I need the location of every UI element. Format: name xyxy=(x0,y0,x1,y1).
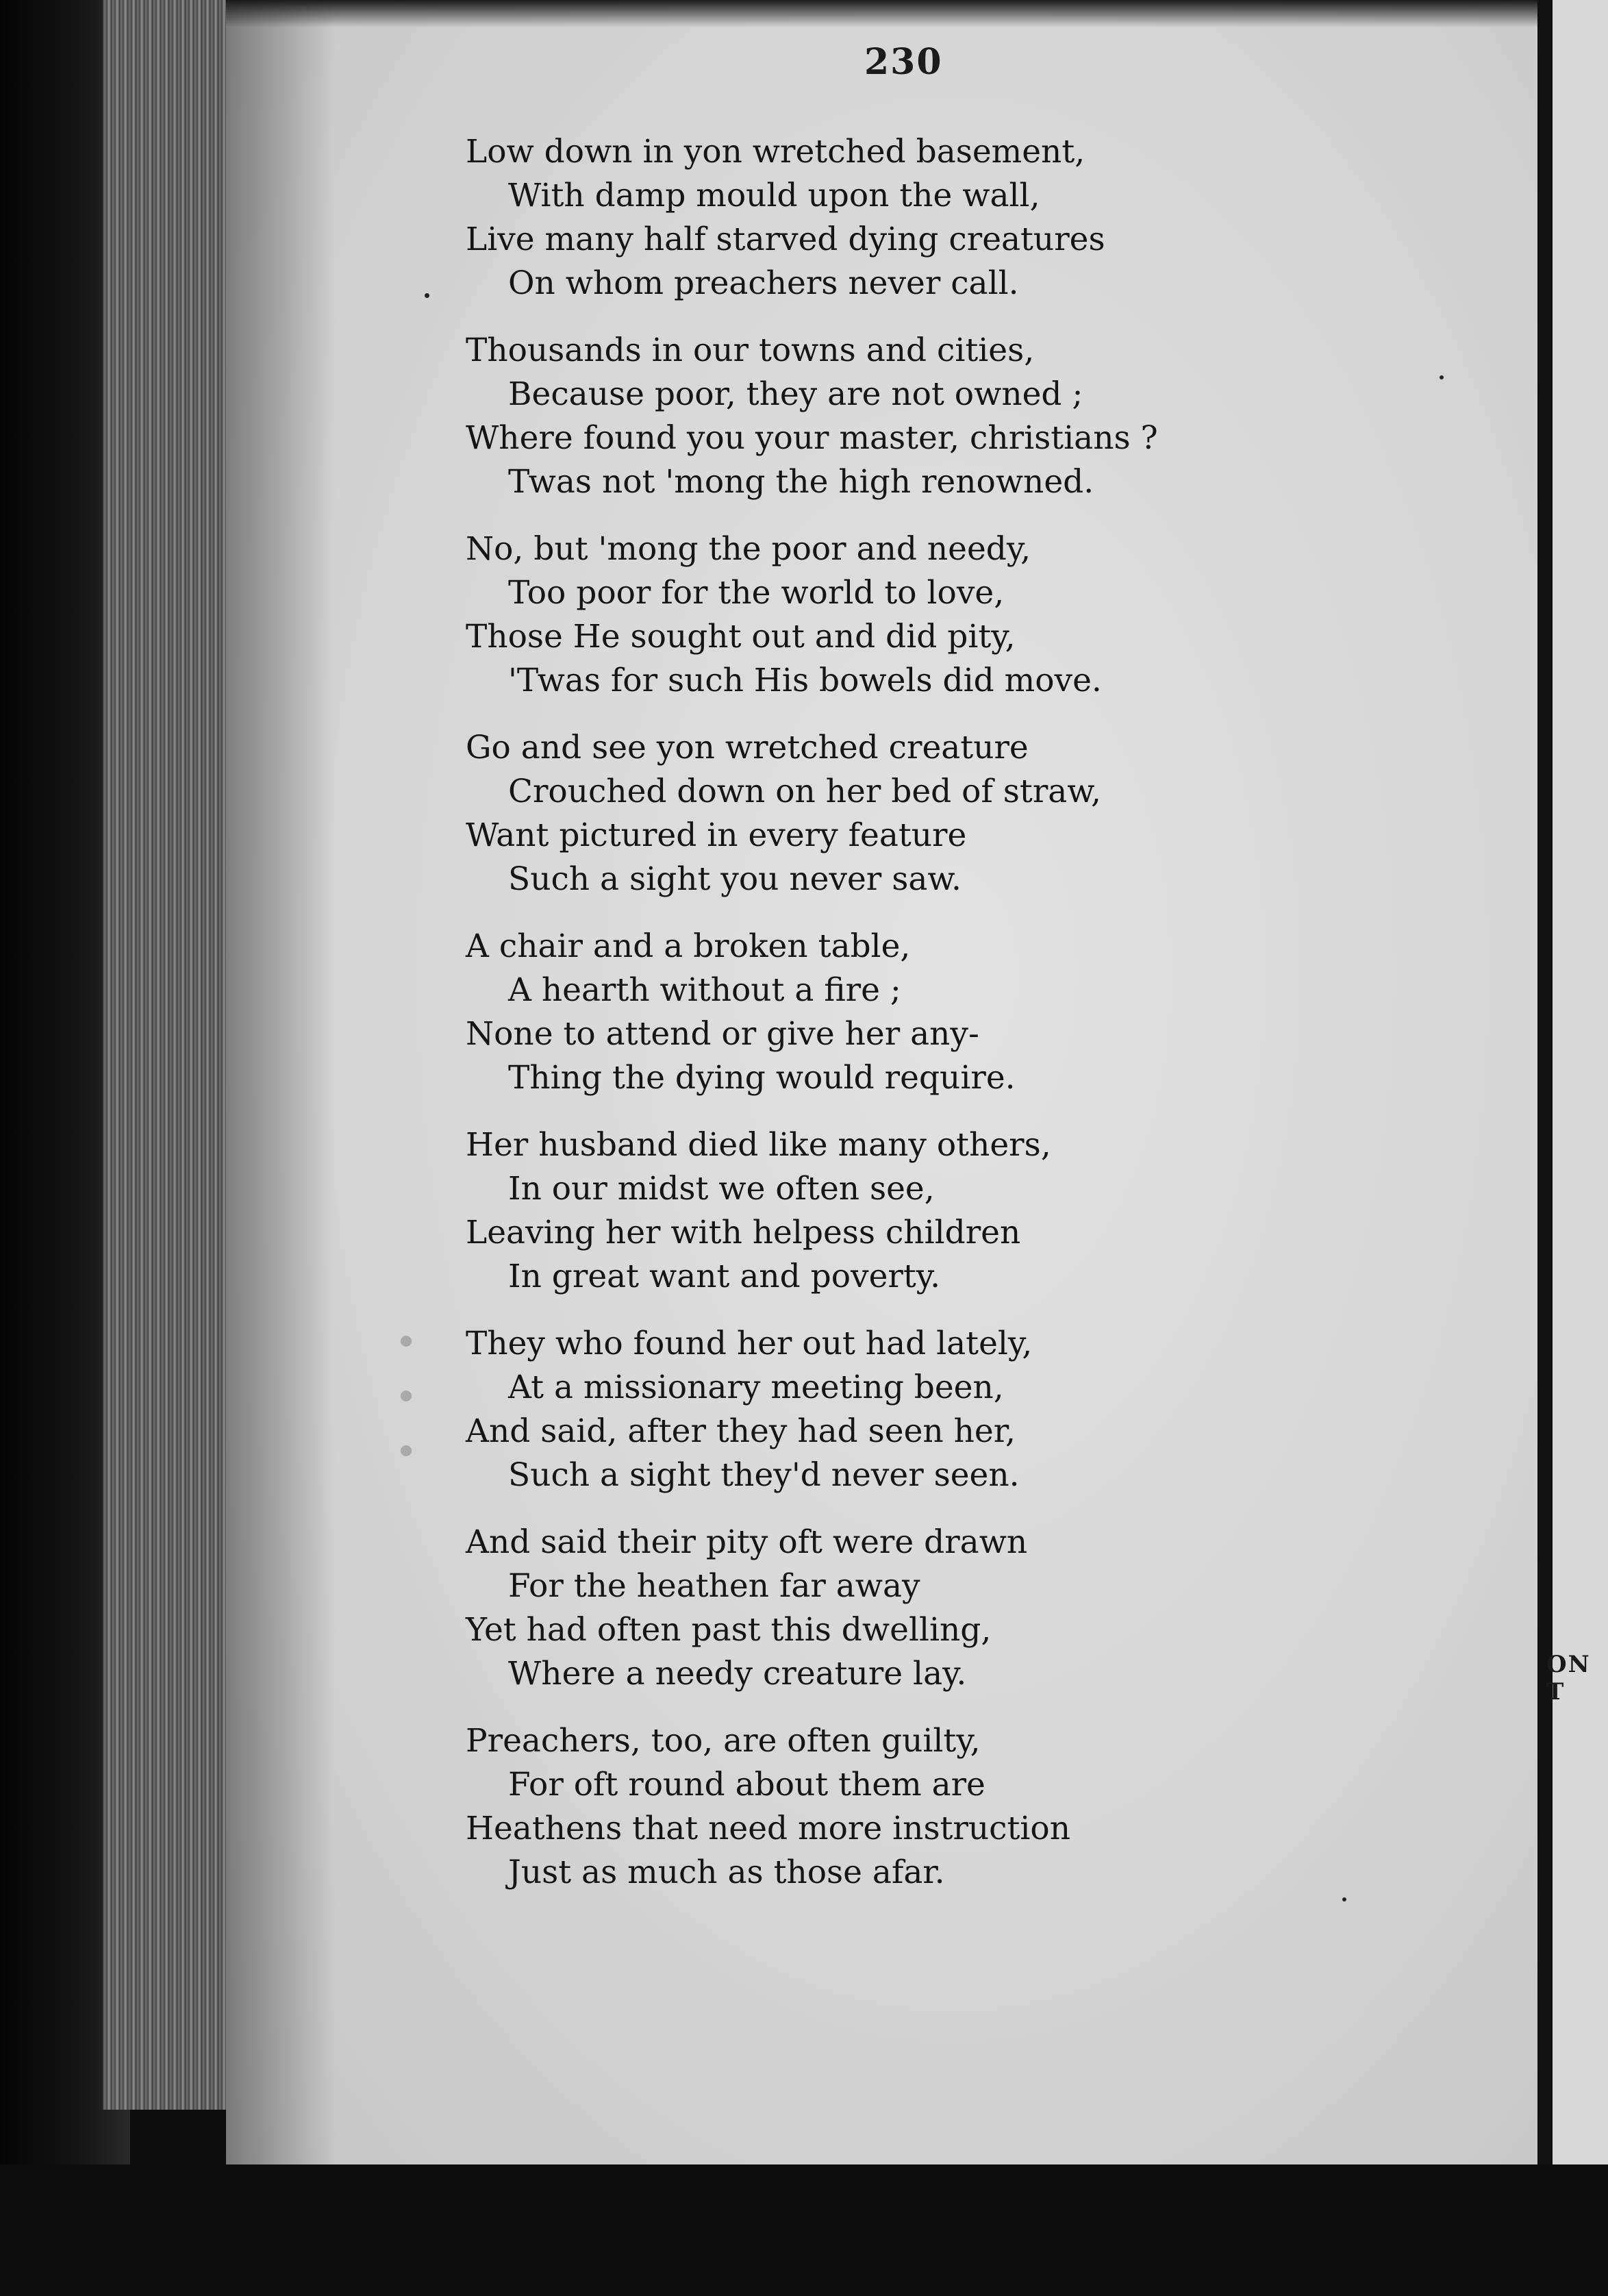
ink-speck xyxy=(425,293,429,298)
poem-line: A chair and a broken table, xyxy=(466,927,911,965)
ink-speck xyxy=(401,1390,412,1401)
poem-line: Thing the dying would require. xyxy=(508,1059,1016,1097)
adjacent-page-text: ON T xyxy=(1546,1651,1591,1706)
top-shadow xyxy=(226,0,1548,27)
page-gutter-shadow xyxy=(226,0,336,2164)
page-gap xyxy=(1537,0,1553,2296)
poem-line: Too poor for the world to love, xyxy=(508,574,1005,612)
poem-line: Go and see yon wretched creature xyxy=(466,729,1029,766)
stanza xyxy=(466,329,1158,504)
ink-speck xyxy=(1342,1897,1346,1901)
poem-line: Want pictured in every feature xyxy=(466,816,967,854)
poem-line: None to attend or give her any- xyxy=(466,1015,979,1053)
poem-line: Those He sought out and did pity, xyxy=(466,618,1016,656)
poem-line: No, but 'mong the poor and needy, xyxy=(466,530,1031,568)
next-page-edge xyxy=(1553,0,1608,2199)
ink-speck xyxy=(1440,375,1444,379)
stanza xyxy=(466,726,1158,901)
poem-line: Where found you your master, christians ? xyxy=(466,419,1158,457)
stanza xyxy=(466,925,1158,1100)
poem-line: Such a sight you never saw. xyxy=(508,860,962,898)
poem-line: At a missionary meeting been, xyxy=(508,1369,1004,1406)
poem-line: Leaving her with helpess children xyxy=(466,1214,1021,1251)
stanza xyxy=(466,1521,1158,1696)
poem-line: They who found her out had lately, xyxy=(466,1325,1033,1362)
poem-line: Heathens that need more instruction xyxy=(466,1810,1070,1847)
stanza xyxy=(466,130,1158,305)
poem-line: For the heathen far away xyxy=(508,1567,920,1605)
poem-line: Just as much as those afar. xyxy=(508,1854,945,1891)
stanza xyxy=(466,1322,1158,1497)
stanza xyxy=(466,1123,1158,1299)
poem-line: Yet had often past this dwelling, xyxy=(466,1611,992,1649)
poem-line: Such a sight they'd never seen. xyxy=(508,1456,1020,1494)
poem-line: For oft round about them are xyxy=(508,1766,985,1804)
ink-speck xyxy=(401,1445,412,1456)
poem-line: And said their pity oft were drawn xyxy=(466,1523,1028,1561)
poem-line: Crouched down on her bed of straw, xyxy=(508,773,1101,810)
page-number: 230 xyxy=(864,41,943,83)
stanza xyxy=(466,527,1158,703)
poem-line: In our midst we often see, xyxy=(508,1170,935,1208)
poem-line: Live many half starved dying creatures xyxy=(466,221,1105,258)
poem-line: Thousands in our towns and cities, xyxy=(466,332,1035,369)
poem-line: With damp mould upon the wall, xyxy=(508,177,1040,214)
poem-line: In great want and poverty. xyxy=(508,1258,941,1295)
poem-line: On whom preachers never call. xyxy=(508,264,1019,302)
bottom-border xyxy=(0,2164,1608,2296)
poem-text xyxy=(466,130,1158,1918)
poem-line: Because poor, they are not owned ; xyxy=(508,375,1083,413)
poem-line: A hearth without a fire ; xyxy=(508,971,901,1009)
poem-line: Where a needy creature lay. xyxy=(508,1655,967,1693)
poem-line: Low down in yon wretched basement, xyxy=(466,133,1085,171)
poem-line: Twas not 'mong the high renowned. xyxy=(508,463,1094,501)
poem-line: Her husband died like many others, xyxy=(466,1126,1051,1164)
poem-line: 'Twas for such His bowels did move. xyxy=(508,662,1102,699)
poem-line: Preachers, too, are often guilty, xyxy=(466,1722,981,1760)
stanza xyxy=(466,1719,1158,1895)
ink-speck xyxy=(401,1336,412,1347)
poem-line: And said, after they had seen her, xyxy=(466,1412,1016,1450)
